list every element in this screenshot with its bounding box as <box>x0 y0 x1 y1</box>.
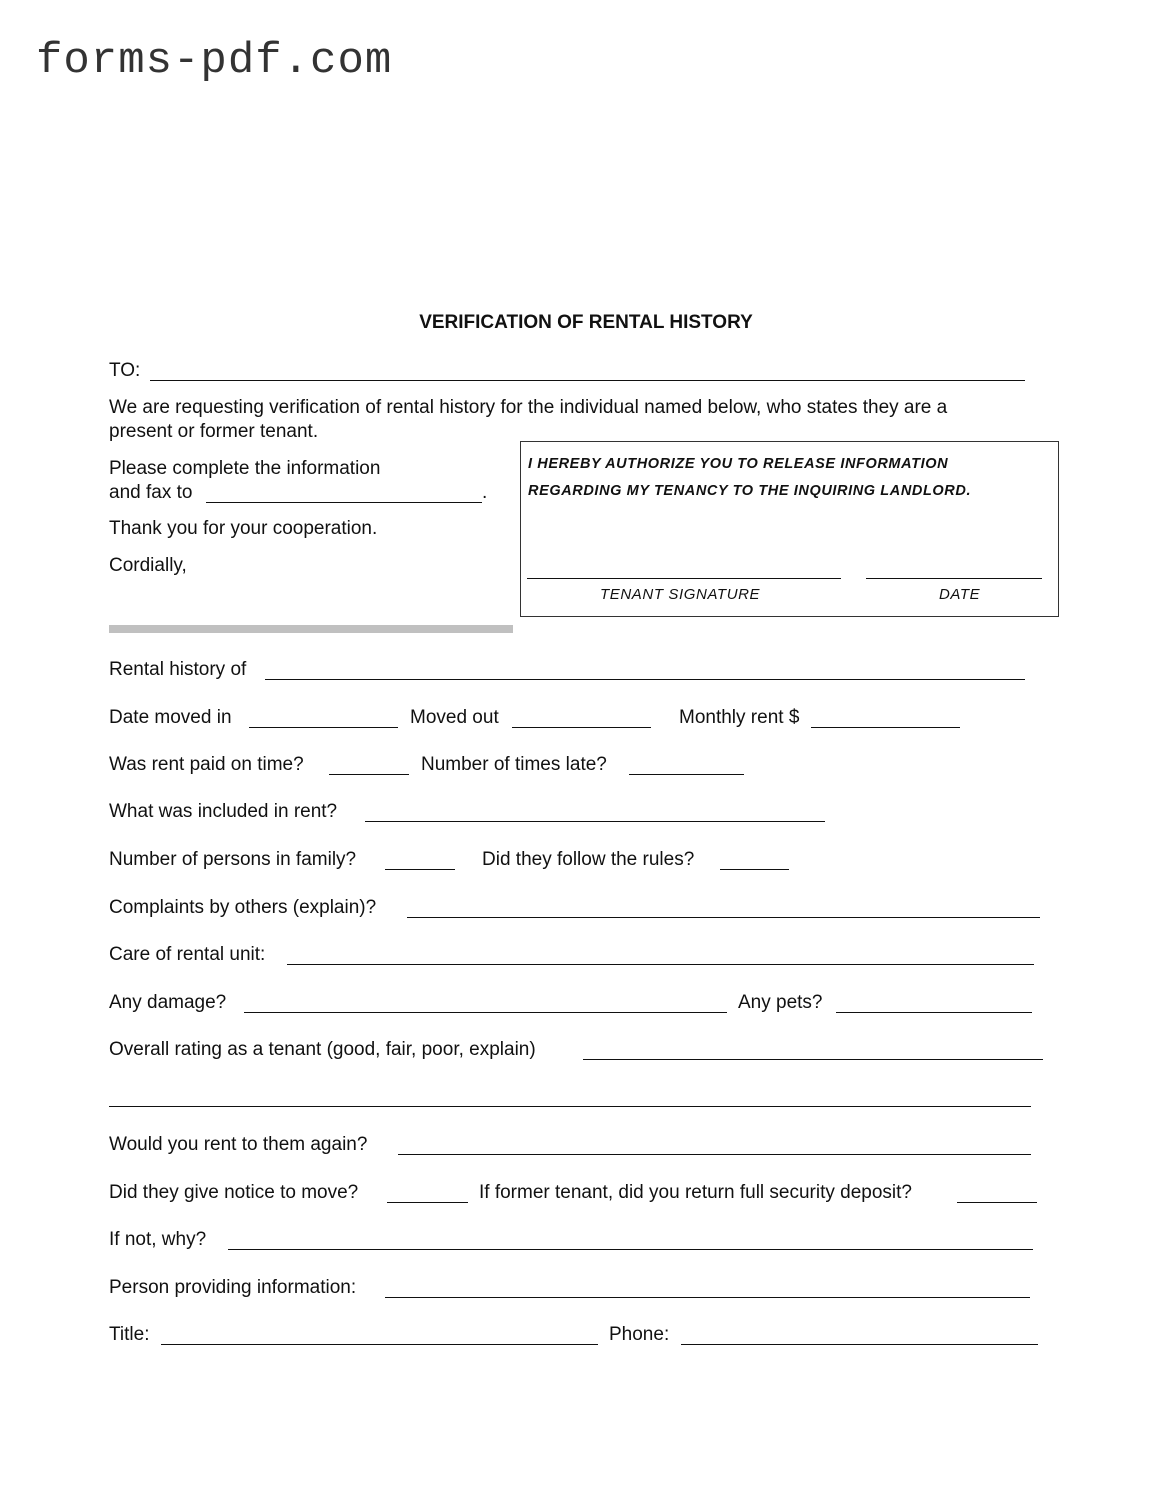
persons-in-family-label: Number of persons in family? <box>109 849 357 870</box>
overall-rating-field-continued[interactable] <box>109 1106 1031 1107</box>
date-moved-in-field[interactable] <box>249 727 398 728</box>
rental-history-label: Rental history of <box>109 659 247 680</box>
section-divider <box>109 625 513 633</box>
authorization-box <box>520 441 1059 617</box>
rent-again-label: Would you rent to them again? <box>109 1134 368 1155</box>
any-damage-field[interactable] <box>244 1012 727 1013</box>
security-deposit-field[interactable] <box>957 1202 1037 1203</box>
any-pets-label: Any pets? <box>738 992 823 1013</box>
security-deposit-label: If former tenant, did you return full security deposit? <box>479 1182 912 1203</box>
overall-rating-label: Overall rating as a tenant (good, fair, poor, explain) <box>109 1039 536 1060</box>
intro-line-1: We are requesting verification of rental history for the individual named below, who states they are a <box>109 397 948 418</box>
to-field[interactable] <box>150 380 1025 381</box>
included-in-rent-label: What was included in rent? <box>109 801 338 822</box>
rental-history-field[interactable] <box>265 679 1025 680</box>
moved-out-field[interactable] <box>512 727 651 728</box>
person-providing-field[interactable] <box>385 1297 1030 1298</box>
follow-rules-label: Did they follow the rules? <box>482 849 695 870</box>
signature-caption: TENANT SIGNATURE <box>600 586 761 603</box>
complaints-label: Complaints by others (explain)? <box>109 897 377 918</box>
persons-in-family-field[interactable] <box>385 869 455 870</box>
monthly-rent-field[interactable] <box>811 727 960 728</box>
form-title: VERIFICATION OF RENTAL HISTORY <box>419 312 753 333</box>
rent-again-field[interactable] <box>398 1154 1031 1155</box>
moved-out-label: Moved out <box>410 707 499 728</box>
to-label: TO: <box>109 360 141 381</box>
authorization-line-1: I HEREBY AUTHORIZE YOU TO RELEASE INFORMATION <box>528 456 949 472</box>
times-late-label: Number of times late? <box>421 754 607 775</box>
monthly-rent-label: Monthly rent $ <box>679 707 800 728</box>
tenant-signature-field[interactable] <box>527 578 841 579</box>
any-damage-label: Any damage? <box>109 992 227 1013</box>
thanks-text: Thank you for your cooperation. <box>109 518 378 539</box>
follow-rules-field[interactable] <box>720 869 789 870</box>
give-notice-field[interactable] <box>387 1202 468 1203</box>
phone-field[interactable] <box>681 1344 1038 1345</box>
included-in-rent-field[interactable] <box>365 821 825 822</box>
date-moved-in-label: Date moved in <box>109 707 232 728</box>
authorization-line-2: REGARDING MY TENANCY TO THE INQUIRING LANDLORD. <box>528 483 972 499</box>
closing-text: Cordially, <box>109 555 187 576</box>
please-line-1: Please complete the information <box>109 458 381 479</box>
title-label: Title: <box>109 1324 150 1345</box>
date-caption: DATE <box>939 586 981 603</box>
complaints-field[interactable] <box>407 917 1040 918</box>
intro-line-2: present or former tenant. <box>109 421 319 442</box>
fax-period: . <box>482 482 488 503</box>
fax-field[interactable] <box>206 502 482 503</box>
if-not-why-label: If not, why? <box>109 1229 207 1250</box>
times-late-field[interactable] <box>629 774 744 775</box>
title-field[interactable] <box>161 1344 598 1345</box>
rent-on-time-field[interactable] <box>329 774 409 775</box>
please-line-2: and fax to <box>109 482 193 503</box>
overall-rating-field[interactable] <box>583 1059 1043 1060</box>
give-notice-label: Did they give notice to move? <box>109 1182 359 1203</box>
care-of-unit-label: Care of rental unit: <box>109 944 266 965</box>
care-of-unit-field[interactable] <box>287 964 1034 965</box>
if-not-why-field[interactable] <box>228 1249 1033 1250</box>
person-providing-label: Person providing information: <box>109 1277 357 1298</box>
tenant-date-field[interactable] <box>866 578 1042 579</box>
rent-on-time-label: Was rent paid on time? <box>109 754 304 775</box>
any-pets-field[interactable] <box>836 1012 1032 1013</box>
watermark: forms-pdf.com <box>36 36 393 86</box>
phone-label: Phone: <box>609 1324 670 1345</box>
